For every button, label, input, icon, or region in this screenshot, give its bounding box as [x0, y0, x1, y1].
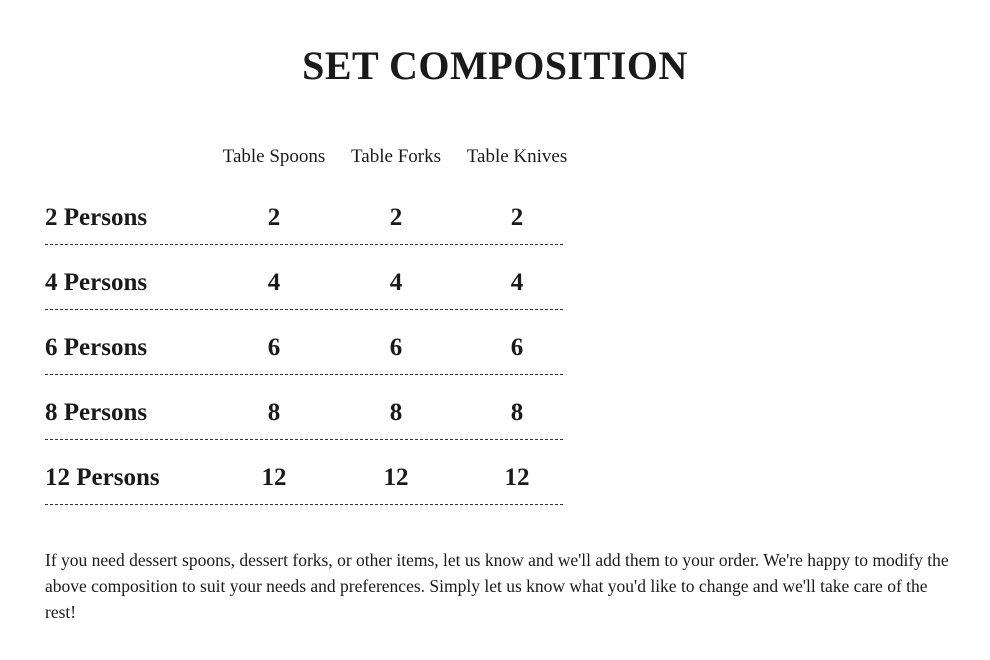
row-label: 12 Persons — [45, 464, 160, 491]
column-header-table-knives: Table Knives — [466, 146, 568, 167]
table-row — [45, 375, 563, 440]
row-label: 4 Persons — [45, 269, 148, 296]
cell-table-knives: 12 — [504, 464, 530, 491]
table-row — [45, 245, 563, 310]
cell-table-spoons: 4 — [267, 269, 281, 296]
cell-table-forks: 12 — [383, 464, 409, 491]
cell-table-knives: 6 — [510, 334, 524, 361]
cell-table-knives: 8 — [510, 399, 524, 426]
cell-table-spoons: 2 — [267, 204, 281, 231]
cell-table-forks: 2 — [389, 204, 403, 231]
cell-table-forks: 4 — [389, 269, 403, 296]
table-row — [45, 440, 563, 505]
cell-table-spoons: 8 — [267, 399, 281, 426]
row-label: 2 Persons — [45, 204, 148, 231]
cell-table-spoons: 12 — [261, 464, 287, 491]
table-row — [45, 180, 563, 245]
table-row — [45, 310, 563, 375]
page-title: SET COMPOSITION — [302, 43, 688, 88]
cell-table-spoons: 6 — [267, 334, 281, 361]
column-header-table-spoons: Table Spoons — [222, 146, 326, 167]
column-header-table-forks: Table Forks — [351, 146, 441, 167]
row-label: 6 Persons — [45, 334, 148, 361]
cell-table-knives: 4 — [510, 269, 524, 296]
table-header — [45, 140, 568, 180]
row-label: 8 Persons — [45, 399, 148, 426]
cell-table-forks: 8 — [389, 399, 403, 426]
cell-table-knives: 2 — [510, 204, 524, 231]
cell-table-forks: 6 — [389, 334, 403, 361]
additional-items-note: If you need dessert spoons, dessert forks, or other items, let us know and we'll add them to your order. We're happy to modify the above composition to suit your needs and preferences. Simply let us know what you'd like to change and we'll take care of the rest! — [45, 550, 949, 622]
composition-table — [45, 140, 568, 505]
